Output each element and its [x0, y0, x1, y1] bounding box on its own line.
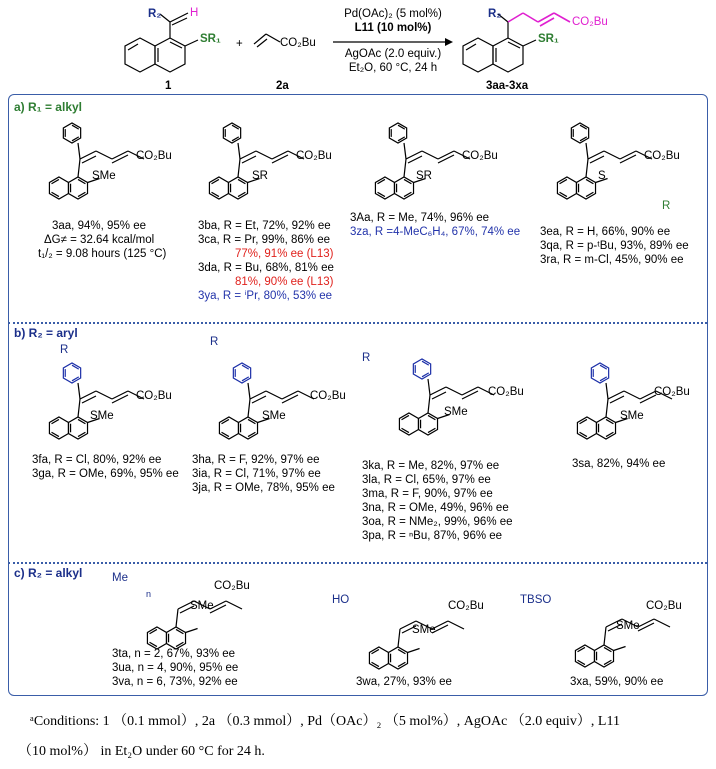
- structure-3ea: [548, 110, 698, 230]
- condition-2: L11 (10 mol%): [354, 22, 432, 34]
- caption-3ba-6: 3ya, R = ⁱPr, 80%, 53% ee: [198, 290, 333, 302]
- caption-3ba-5: 81%, 90% ee (L13): [235, 276, 334, 288]
- caption-3ba-3: 77%, 91% ee (L13): [235, 248, 334, 260]
- label-3ba-s: SR: [252, 170, 268, 182]
- condition-1: Pd(OAc)₂ (5 mol%): [344, 8, 442, 20]
- condition-4: Et₂O, 60 °C, 24 h: [348, 62, 438, 74]
- label-3xa-s: SMe: [616, 620, 640, 632]
- label-3ta-s: SMe: [190, 600, 214, 612]
- acrylate-ester: CO₂Bu: [280, 37, 316, 49]
- caption-3ba-2: 3ca, R = Pr, 99%, 86% ee: [198, 234, 331, 246]
- reactant-1-r2: R₂: [148, 8, 162, 20]
- structure-3fa: [40, 350, 190, 470]
- section-divider-2: [8, 562, 707, 564]
- caption-3ta-2: 3ua, n = 4, 90%, 95% ee: [112, 662, 239, 674]
- caption-3fa-2: 3ga, R = OMe, 69%, 95% ee: [32, 468, 179, 480]
- section-a-title: a) R₁ = alkyl: [14, 100, 82, 114]
- caption-3fa-1: 3fa, R = Cl, 80%, 92% ee: [32, 454, 162, 466]
- caption-3xa-1: 3xa, 59%, 90% ee: [570, 676, 664, 688]
- caption-3ta-3: 3va, n = 6, 73%, 92% ee: [112, 676, 238, 688]
- caption-3ea-1: 3ea, R = H, 66%, 90% ee: [540, 226, 671, 238]
- plus-sign: +: [236, 38, 243, 50]
- condition-3: AgOAc (2.0 equiv.): [344, 48, 442, 60]
- caption-3Aa-1: 3Aa, R = Me, 74%, 96% ee: [350, 212, 490, 224]
- caption-3ka-5: 3oa, R = NMe₂, 99%, 96% ee: [362, 516, 513, 528]
- product-ester: CO₂Bu: [572, 16, 608, 28]
- caption-3ka-3: 3ma, R = F, 90%, 97% ee: [362, 488, 493, 500]
- section-divider-1: [8, 322, 707, 324]
- label-3fa-s: SMe: [90, 410, 114, 422]
- label-3wa-s: SMe: [412, 624, 436, 636]
- label-3fa-r: R: [60, 344, 69, 356]
- label-3ta-n: n: [146, 589, 152, 599]
- caption-3aa-1: 3aa, 94%, 95% ee: [52, 220, 146, 232]
- footnote-line-2: （10 mol%） in Et₂O under 60 °C for 24 h.: [18, 744, 265, 759]
- reactant-1-number: 1: [165, 80, 172, 92]
- caption-3ea-3: 3ra, R = m-Cl, 45%, 90% ee: [540, 254, 684, 266]
- label-3wa-ho: HO: [332, 594, 350, 606]
- label-3sa-e: CO₂Bu: [654, 386, 690, 398]
- caption-3ha-2: 3ia, R = Cl, 71%, 97% ee: [192, 468, 321, 480]
- label-3fa-e: CO₂Bu: [136, 390, 172, 402]
- section-b-title: b) R₂ = aryl: [14, 326, 78, 340]
- label-3xa-tbso: TBSO: [520, 594, 552, 606]
- caption-3wa-1: 3wa, 27%, 93% ee: [356, 676, 452, 688]
- label-3Aa-s: SR: [416, 170, 432, 182]
- label-3ka-s: SMe: [444, 406, 468, 418]
- label-3sa-s: SMe: [620, 410, 644, 422]
- caption-3ta-1: 3ta, n = 2, 67%, 93% ee: [112, 648, 236, 660]
- caption-3ba-4: 3da, R = Bu, 68%, 81% ee: [198, 262, 334, 274]
- label-3ka-r: R: [362, 352, 371, 364]
- reaction-arrow: [333, 37, 453, 47]
- caption-3aa-3: t₁/₂ = 9.08 hours (125 °C): [38, 248, 167, 260]
- label-3ta-e: CO₂Bu: [214, 580, 250, 592]
- label-3ha-s: SMe: [262, 410, 286, 422]
- structure-3ba: [200, 110, 350, 230]
- reactant-2-number: 2a: [276, 80, 289, 92]
- label-3ta-me: Me: [112, 572, 128, 584]
- caption-3ka-2: 3la, R = Cl, 65%, 97% ee: [362, 474, 491, 486]
- label-3ha-r: R: [210, 336, 219, 348]
- section-c-title: c) R₂ = alkyl: [14, 566, 83, 580]
- label-3ka-e: CO₂Bu: [488, 386, 524, 398]
- label-3Aa-e: CO₂Bu: [462, 150, 498, 162]
- label-3ha-e: CO₂Bu: [310, 390, 346, 402]
- label-3wa-e: CO₂Bu: [448, 600, 484, 612]
- caption-3ba-1: 3ba, R = Et, 72%, 92% ee: [198, 220, 331, 232]
- footnote-line-1: ᵃConditions: 1 （0.1 mmol）, 2a （0.3 mmol）, Pd（OAc）₂ （5 mol%）, AgOAc （2.0 equiv）, L11: [30, 714, 620, 729]
- product-number: 3aa-3xa: [486, 80, 529, 92]
- reactant-1-h: H: [190, 7, 199, 19]
- label-3ba-e: CO₂Bu: [296, 150, 332, 162]
- caption-3aa-2: ΔG≠ = 32.64 kcal/mol: [44, 234, 155, 246]
- caption-3ha-3: 3ja, R = OMe, 78%, 95% ee: [192, 482, 335, 494]
- caption-3ha-1: 3ha, R = F, 92%, 97% ee: [192, 454, 320, 466]
- caption-3Aa-2: 3za, R =4-MeC₆H₄, 67%, 74% ee: [350, 226, 521, 238]
- label-3xa-e: CO₂Bu: [646, 600, 682, 612]
- label-3aa-s: SMe: [92, 170, 116, 182]
- product-sr1: SR₁: [538, 33, 559, 45]
- reactant-1-sr1: SR₁: [200, 33, 221, 45]
- label-3aa-e: CO₂Bu: [136, 150, 172, 162]
- caption-3ka-6: 3pa, R = ⁿBu, 87%, 96% ee: [362, 530, 503, 542]
- caption-3ka-1: 3ka, R = Me, 82%, 97% ee: [362, 460, 500, 472]
- label-3ea-r: R: [662, 200, 671, 212]
- caption-3ea-2: 3qa, R = p-ᵗBu, 93%, 89% ee: [540, 240, 689, 252]
- caption-3sa-1: 3sa, 82%, 94% ee: [572, 458, 666, 470]
- label-3ea-e: CO₂Bu: [644, 150, 680, 162]
- product-r2: R₂: [488, 8, 502, 20]
- label-3ea-s: S: [598, 170, 606, 182]
- caption-3ka-4: 3na, R = OMe, 49%, 96% ee: [362, 502, 509, 514]
